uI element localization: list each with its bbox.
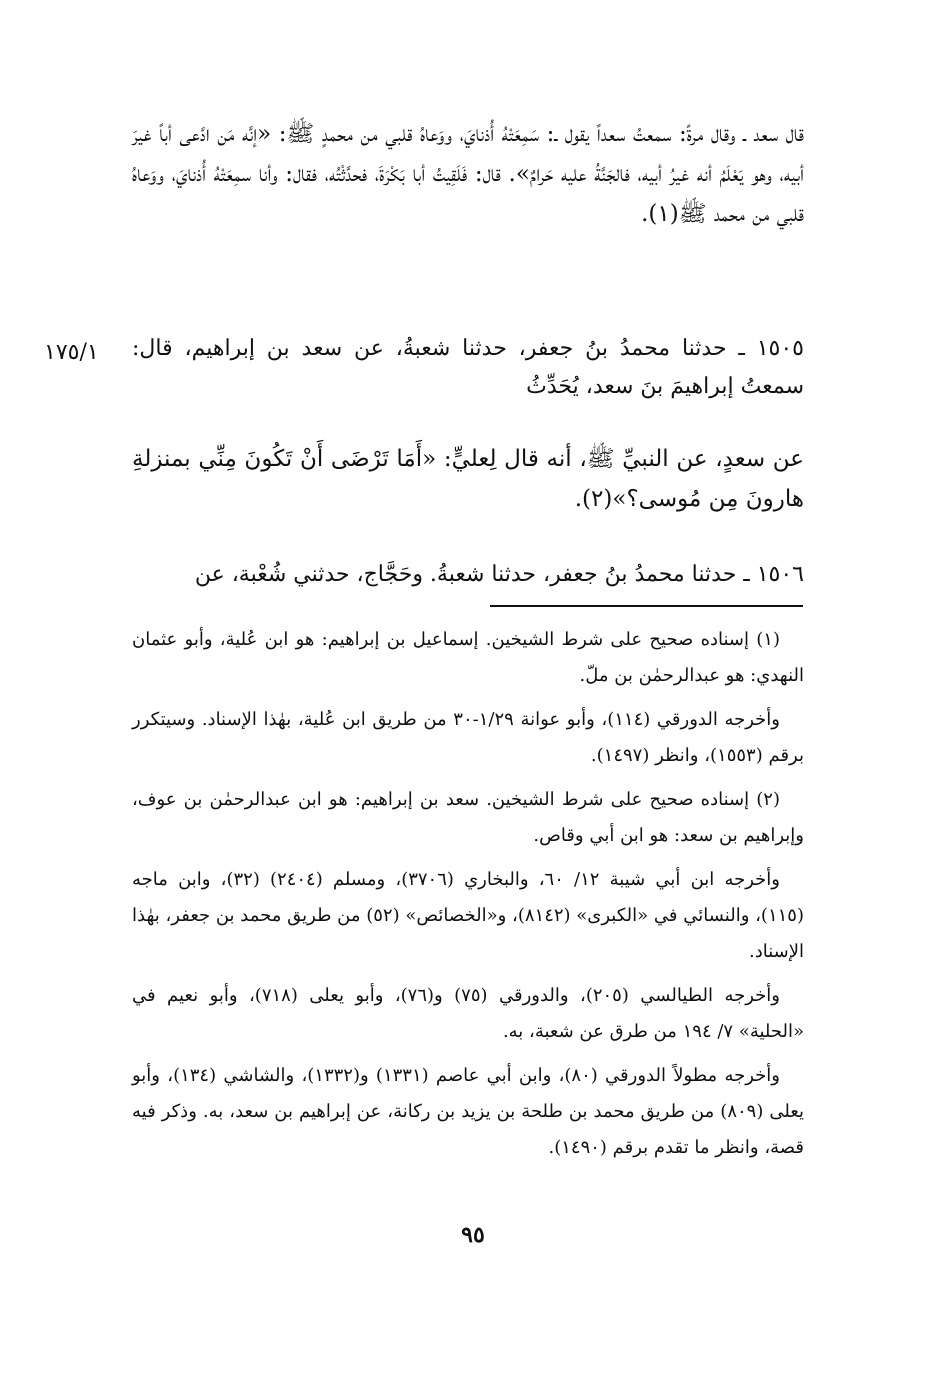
hadith-1506-chain: ١٥٠٦ ـ حدثنا محمدُ بنُ جعفر، حدثنا شعبةُ. وحَجَّاج، حدثني شُعْبة، عن (194, 562, 804, 587)
footnote-separator (490, 605, 803, 607)
hadith-1505-chain: ١٥٠٥ ـ حدثنا محمدُ بنُ جعفر، حدثنا شعبةُ، عن سعد بن إبراهيم، قال: سمعتُ إبراهيمَ بنَ سعد، يُحَدِّثُ (132, 336, 804, 399)
page-number: ٩٥ (461, 1222, 485, 1248)
footnote-2-continued: وأخرجه ابن أبي شيبة ١٢/ ٦٠، والبخاري (٣٧٠٦)، ومسلم (٢٤٠٤) (٣٢)، وابن ماجه (١١٥)، والنسائي في «الكبرى» (٨١٤٢)، و«الخصائص» (٥٢) من طريق محمد بن جعفر، بهٰذا الإسناد. (132, 869, 804, 962)
footnote-2-continued: وأخرجه مطولاً الدورقي (٨٠)، وابن أبي عاصم (١٣٣١) و(١٣٣٢)، والشاشي (١٣٤)، وأبو يعلى (٨٠٩) من طريق محمد بن طلحة بن يزيد بن ركانة، عن إبراهيم بن سعد، به. وذكر فيه قصة، وانظر ما تقدم برقم (١٤٩٠). (132, 1065, 805, 1158)
footnote-1: (١) إسناده صحيح على شرط الشيخين. إسماعيل بن إبراهيم: هو ابن عُلية، وأبو عثمان النهدي: هو عبدالرحمٰن بن ملّ. (132, 629, 804, 686)
hadith-text-paragraph: قال سعد ـ وقال مرةً: سمعتُ سعداً يقول ـ: سَمِعَتْهُ أُذنايَ، ووَعاهُ قلبي من محمدٍ ﷺ: «إنَّه مَن ادَّعى أباً غيرَ أبيه، وهو يَعْلَمُ أنه غيرُ أبيه، فالجَنَّةُ عليه حَرامٌ». قال: فَلَقِيتُ أبا بَكْرَةَ، فحدَّثْتُه، فقال: وأنا سمِعَتْهُ أُذنايَ، ووَعاهُ قلبي من محمد ﷺ(١). (132, 121, 804, 227)
footnote-1-continued: وأخرجه الدورقي (١١٤)، وأبو عوانة ١/٢٩-٣٠ من طريق ابن عُلية، بهٰذا الإسناد. وسيتكرر برقم (١٥٥٣)، وانظر (١٤٩٧). (132, 709, 804, 766)
margin-volume-page-reference: ١٧٥/١ (44, 340, 99, 365)
footnotes (132, 622, 804, 1174)
footnote-2: (٢) إسناده صحيح على شرط الشيخين. سعد بن إبراهيم: هو ابن عبدالرحمٰن بن عوف، وإبراهيم بن سعد: هو ابن أبي وقاص. (132, 789, 804, 846)
footnote-2-continued: وأخرجه الطيالسي (٢٠٥)، والدورقي (٧٥) و(٧٦)، وأبو يعلى (٧١٨)، وأبو نعيم في «الحلية» ٧/ ١٩٤ من طرق عن شعبة، به. (132, 985, 804, 1042)
hadith-1505-text: عن سعدٍ، عن النبيِّ ﷺ، أنه قال لِعليٍّ: «أَمَا تَرْضَى أَنْ تَكُونَ مِنِّي بمنزلةِ هارونَ مِن مُوسى؟»(٢). (132, 446, 804, 512)
